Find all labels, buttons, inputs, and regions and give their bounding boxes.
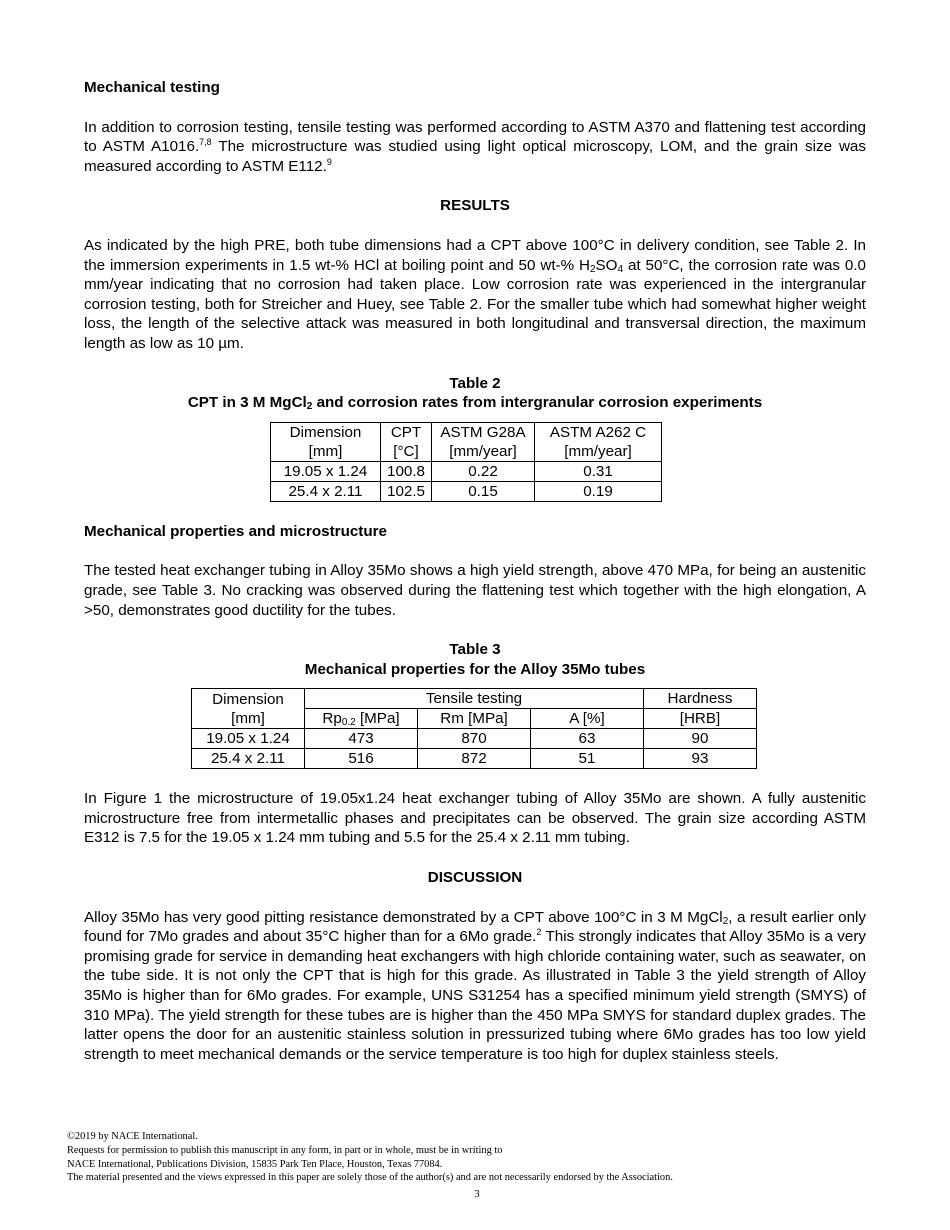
page-footer xyxy=(67,1130,887,1202)
table-unit-cell: [mm] xyxy=(271,442,381,462)
section-heading-mechanical-properties: Mechanical properties and microstructure xyxy=(84,522,387,540)
table-cell: 870 xyxy=(418,729,531,749)
table-cell: 473 xyxy=(305,729,418,749)
table-header-row xyxy=(192,689,757,709)
table-row xyxy=(192,729,757,749)
table3-caption: Mechanical properties for the Alloy 35Mo tubes xyxy=(304,660,646,678)
table3 xyxy=(191,688,757,769)
table-unit-cell: [mm/year] xyxy=(432,442,535,462)
table-cell: 102.5 xyxy=(381,481,432,501)
table-unit-cell: $Rp_{0.2}$ [MPa] xyxy=(305,709,418,729)
table-unit-cell: Rm [MPa] xyxy=(418,709,531,729)
paragraph-microstructure: In Figure 1 the microstructure of 19.05x1.24 heat exchanger tubing of Alloy 35Mo are shown. A fully austenitic microstructure free from intermetallic phases and precipitates can be observed. The grain size according ASTM E312 is 7.5 for the 19.05 x 1.24 mm tubing and 5.5 for the 25.4 x 2.11 mm tubing. xyxy=(84,790,866,847)
table-header-cell: Tensile testing xyxy=(305,689,644,709)
table-cell: 90 xyxy=(644,729,757,749)
page-body xyxy=(84,78,866,1064)
section-heading-mechanical-testing: Mechanical testing xyxy=(84,79,220,96)
table-cell: 872 xyxy=(418,749,531,769)
table2 xyxy=(270,422,662,502)
footer-address-line: NACE International, Publications Division, 15835 Park Ten Place, Houston, Texas 77084. xyxy=(67,1158,443,1170)
table-cell: 0.15 xyxy=(432,481,535,501)
footer-disclaimer: The material presented and the views expressed in this paper are solely those of the author(s) and are not necessarily endorsed by the Association. xyxy=(67,1172,673,1184)
table-header-cell: Hardness xyxy=(644,689,757,709)
table-header-cell: CPT xyxy=(381,422,432,442)
table-cell: 100.8 xyxy=(381,461,432,481)
table-cell: 19.05 x 1.24 xyxy=(271,461,381,481)
table-cell: 0.31 xyxy=(535,461,662,481)
table-header-cell: ASTM G28A xyxy=(432,422,535,442)
table-header-cell: ASTM A262 C xyxy=(535,422,662,442)
table2-caption: CPT in 3 M MgCl$_2$ and corrosion rates from intergranular corrosion experiments xyxy=(187,394,763,413)
paragraph-mechanical-properties: The tested heat exchanger tubing in Alloy 35Mo shows a high yield strength, above 470 MPa, for being an austenitic grade, see Table 3. No cracking was observed during the flattening test which together with the high elongation, A >50, demonstrates good ductility for the tubes. xyxy=(84,562,866,619)
footer-permission-line: Requests for permission to publish this manuscript in any form, in part or in whole, must be in writing to xyxy=(67,1144,503,1156)
table-cell: 25.4 x 2.11 xyxy=(192,749,305,769)
section-heading-results: RESULTS xyxy=(440,197,510,215)
table-cell: 516 xyxy=(305,749,418,769)
table-cell: 25.4 x 2.11 xyxy=(271,481,381,501)
table-units-row xyxy=(271,442,662,462)
table-cell: 0.22 xyxy=(432,461,535,481)
table-cell: 19.05 x 1.24 xyxy=(192,729,305,749)
table-row xyxy=(271,461,662,481)
table-cell: 51 xyxy=(531,749,644,769)
reference-superscript: 2 xyxy=(536,927,542,938)
table-row xyxy=(192,749,757,769)
table2-label: Table 2 xyxy=(449,374,501,392)
table-unit-cell: [°C] xyxy=(381,442,432,462)
table-unit-cell: [mm/year] xyxy=(535,442,662,462)
table-row xyxy=(271,481,662,501)
table-cell: 93 xyxy=(644,749,757,769)
table3-label: Table 3 xyxy=(449,641,501,659)
table-cell: 0.19 xyxy=(535,481,662,501)
table-unit-cell: [HRB] xyxy=(644,709,757,729)
footer-copyright: ©2019 by NACE International. xyxy=(67,1131,198,1142)
table-cell: 63 xyxy=(531,729,644,749)
paragraph-results: As indicated by the high PRE, both tube dimensions had a CPT above 100°C in delivery condition, see Table 2. In the immersion experiments in 1.5 wt-% HCl at boiling point and 50 wt-% $H_2SO_4$ at 50°C, the corrosion rate was 0.0 mm/year indicating that no corrosion had taken place. Low corrosion rate was experienced in the intergranular corrosion testing, both for Streicher and Huey, see Table 2. For the smaller tube which had somewhat higher weight loss, the length of the selective attack was measured in both longitudinal and transversal direction, the maximum length as low as 10 µm. xyxy=(84,236,866,352)
table-unit-cell: [mm] xyxy=(192,709,305,729)
page-number: 3 xyxy=(474,1189,480,1201)
table-units-row xyxy=(192,709,757,729)
table-header-cell: Dimension xyxy=(192,689,305,709)
reference-superscript: 9 xyxy=(326,156,332,167)
reference-superscript: 7,8 xyxy=(199,137,212,148)
paragraph-mechanical-testing: In addition to corrosion testing, tensile testing was performed according to ASTM A370 and flattening test according to ASTM A1016.$^{7,8}$ The microstructure was studied using light optical microscopy, LOM, and the grain size was measured according to ASTM E112.$^9$ xyxy=(84,118,866,175)
section-heading-discussion: DISCUSSION xyxy=(427,869,523,887)
table-unit-cell: A [%] xyxy=(531,709,644,729)
paragraph-discussion: Alloy 35Mo has very good pitting resistance demonstrated by a CPT above 100°C in 3 M MgCl$_2$, a result earlier only found for 7Mo grades and about 35°C higher than for a 6Mo grade.$^2$ This strongly indicates that Alloy 35Mo is a very promising grade for service in demanding heat exchangers with high chloride containing water, such as seawater, on the tube side. It is not only the CPT that is high for this grade. As illustrated in Table 3 the yield strength of Alloy 35Mo is higher than for 6Mo grades. For example, UNS S31254 has a specified minimum yield strength (SMYS) of 310 MPa). The yield strength for these tubes are is higher than the 450 MPa SMYS for standard duplex grades. The latter opens the door for an austenitic stainless solution in pressurized tubing where 6Mo grades has too low yield strength to meet mechanical demands or the service temperature is too high for duplex stainless steels. xyxy=(84,908,866,1063)
table-header-cell: Dimension xyxy=(271,422,381,442)
table-header-row xyxy=(271,422,662,442)
